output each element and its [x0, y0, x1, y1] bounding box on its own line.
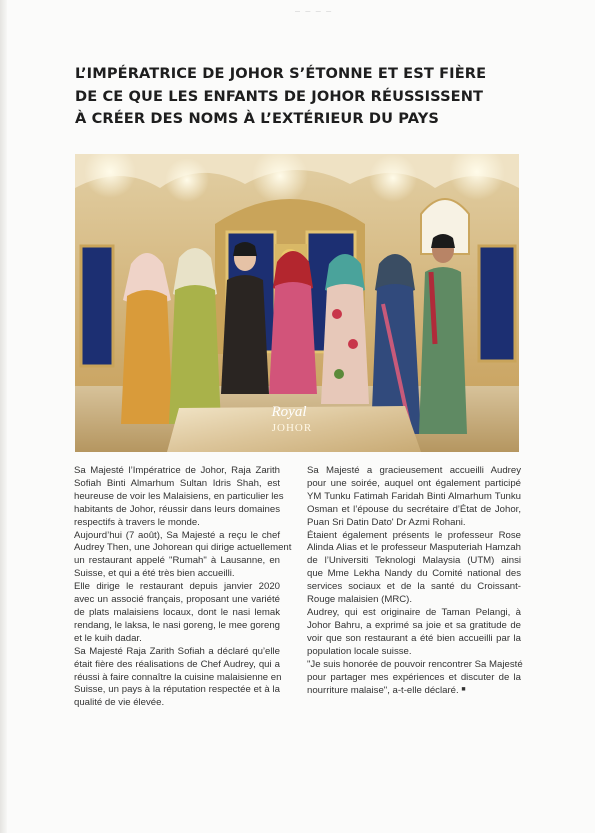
group-photo	[75, 154, 519, 452]
sign-text-johor: JOHOR	[271, 422, 313, 434]
paragraph-4: Sa Majesté Raja Zarith Sofiah a déclaré qu’elle était fière des réalisations de Chef Audrey, qui a réussi à faire connaître la cuisine malaisienne en Suisse, un pays à la réputation respectée et à la qualité de vie élevée.	[74, 645, 282, 709]
headline-line-3: À CRÉER DES NOMS À L’EXTÉRIEUR DU PAYS	[75, 110, 439, 127]
end-of-article-mark: ■	[461, 686, 466, 694]
top-running-mark: — — — —	[295, 9, 334, 15]
paragraph-7: Audrey, qui est originaire de Taman Pelangi, à Johor Bahru, a exprimé sa joie et sa gratitude de voir que son restaurant a été bien accueilli par la population locale suisse.	[307, 606, 521, 657]
paragraph-8: "Je suis honorée de pouvoir rencontrer Sa Majesté pour partager mes expériences et discuter de la nourriture malaise", a-t-elle déclaré. ■	[307, 658, 523, 697]
headline-line-1: L’IMPÉRATRICE DE JOHOR S’ÉTONNE ET EST FIÈRE	[75, 65, 487, 82]
left-text-column	[74, 465, 292, 710]
paragraph-2: Aujourd’hui (7 août), Sa Majesté a reçu le chef Audrey Then, une Johorean qui dirige actuellement un restaurant appelé "Rumah" à Lausanne, en Suisse, et qui a été très bien accueilli.	[74, 529, 292, 580]
paragraph-5: Sa Majesté a gracieusement accueilli Audrey pour une soirée, auquel ont également participé YM Tunku Fatimah Faridah Binti Almarhum Tunku Osman et l’épouse du secrétaire d’État de Johor, Puan Sri Datin Dato' Dr Azmi Rohani.	[307, 465, 521, 528]
article-headline	[75, 63, 545, 131]
sign-text-royal: Royal	[271, 404, 307, 420]
paragraph-6: Étaient également présents le professeur Rose Alinda Alias et le professeur Masputeriah Hamzah de l’Universiti Teknologi Malaysia (UTM) ainsi que Mme Lekha Nandy du Comité national des services sociaux et de la santé du Croissant- Rouge malaisien (MRC).	[307, 529, 521, 606]
blue-wall-panel	[81, 246, 113, 366]
paragraph-3: Elle dirige le restaurant depuis janvier 2020 avec un associé français, proposant une variété de plats malaisiens locaux, dont le nasi lemak rendang, le laksa, le nasi goreng, le mee goreng et le kuih dadar.	[74, 581, 280, 644]
page-edge	[0, 0, 7, 833]
headline-line-2: DE CE QUE LES ENFANTS DE JOHOR RÉUSSISSENT	[75, 87, 484, 105]
paragraph-1: Sa Majesté l’Impératrice de Johor, Raja Zarith Sofiah Binti Almarhum Sultan Idris Shah, est heureuse de voir les Malaisiens, en particulier les habitants de Johor, réussir dans leurs domaines respectifs à travers le monde.	[74, 465, 284, 528]
right-text-column	[307, 465, 521, 698]
